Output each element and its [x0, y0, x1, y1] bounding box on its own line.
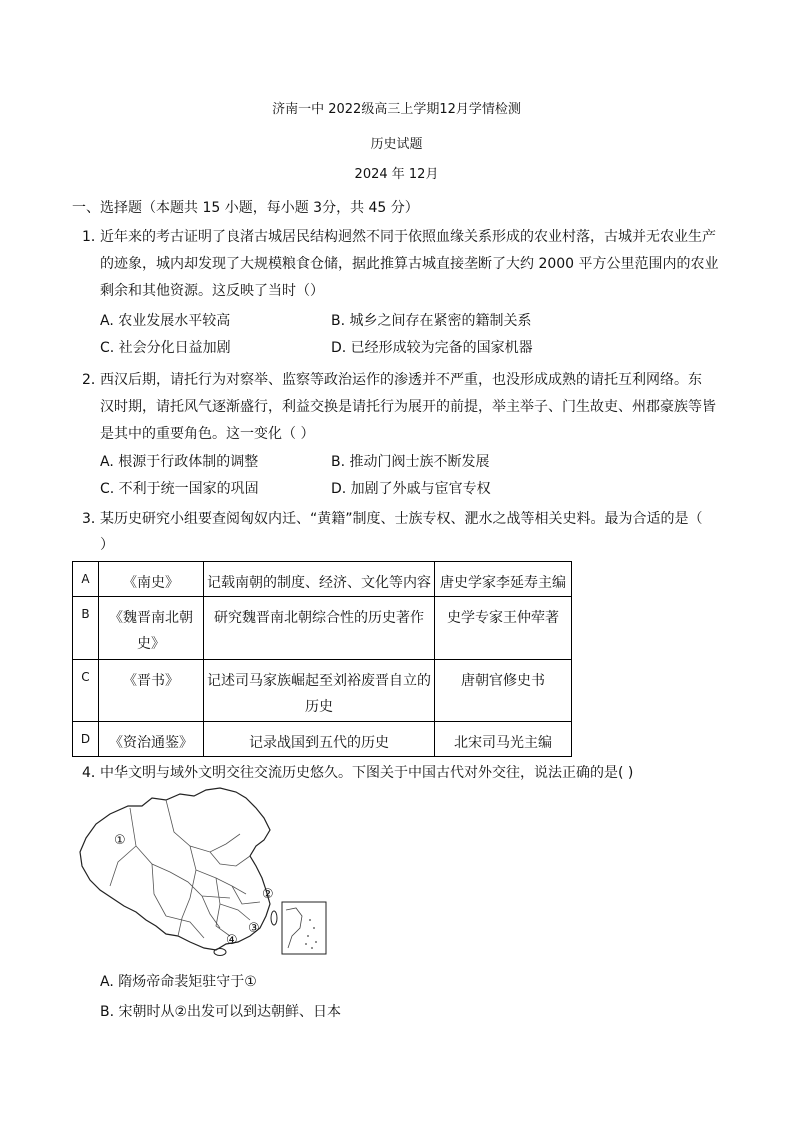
table-row — [73, 660, 572, 722]
q2-option-d: D. 加剧了外戚与宦官专权 — [331, 481, 491, 497]
exam-subject: 历史试题 — [370, 137, 423, 152]
book-title: 《晋书》 — [99, 660, 204, 722]
map-marker-1: ① — [114, 833, 126, 848]
china-map-figure — [70, 786, 330, 958]
q1-number: 1． — [82, 229, 105, 245]
q4-option-b: B. 宋朝时从②出发可以到达朝鲜、日本 — [100, 1004, 342, 1020]
table-row — [73, 722, 572, 757]
q2-line-1: 西汉后期，请托行为对察举、监察等政治运作的渗透并不严重，也没形成成熟的请托互利网络。东 — [100, 372, 702, 388]
q2-option-a: A. 根源于行政体制的调整 — [100, 454, 259, 470]
q1-line-2: 的迹象，城内却发现了大规模粮食仓储，据此推算古城直接垄断了大约 2000 平方公里范围内的农业 — [100, 256, 719, 272]
q1-option-b: B. 城乡之间存在紧密的籍制关系 — [331, 313, 532, 329]
book-content: 记录战国到五代的历史 — [204, 722, 435, 757]
book-author: 唐史学家李延寿主编 — [435, 562, 572, 597]
taiwan-island — [271, 911, 277, 925]
table-row — [73, 562, 572, 597]
row-letter: A — [73, 562, 99, 597]
q3-answer-table — [72, 561, 572, 757]
inset-coast — [286, 908, 302, 948]
row-letter: B — [73, 597, 99, 660]
map-marker-2: ② — [262, 887, 274, 902]
book-author: 史学专家王仲荦著 — [435, 597, 572, 660]
q3-line-1: 某历史研究小组要查阅匈奴内迁、“黄籍”制度、士族专权、淝水之战等相关史料。最为合适的是（ — [100, 511, 703, 527]
row-letter: D — [73, 722, 99, 757]
q1-option-d: D. 已经形成较为完备的国家机器 — [331, 340, 533, 356]
book-content: 记载南朝的制度、经济、文化等内容 — [204, 562, 435, 597]
q2-option-b: B. 推动门阀士族不断发展 — [331, 454, 490, 470]
book-content: 记述司马家族崛起至刘裕废晋自立的历史 — [204, 660, 435, 722]
q3-line-2: ） — [100, 537, 114, 553]
q3-number: 3． — [82, 511, 105, 527]
q4-text: 中华文明与域外文明交往交流历史悠久。下图关于中国古代对外交往，说法正确的是( ) — [100, 765, 634, 781]
q1-line-1: 近年来的考古证明了良渚古城居民结构迥然不同于依照血缘关系形成的农业村落，古城并无农业生产 — [100, 229, 716, 245]
book-title: 《魏晋南北朝史》 — [99, 597, 204, 660]
book-content: 研究魏晋南北朝综合性的历史著作 — [204, 597, 435, 660]
table-row — [73, 597, 572, 660]
q2-number: 2． — [82, 372, 105, 388]
inset-islands — [305, 919, 317, 949]
q1-option-c: C. 社会分化日益加剧 — [100, 340, 231, 356]
book-author: 唐朝官修史书 — [435, 660, 572, 722]
map-marker-4: ④ — [226, 933, 238, 948]
q2-line-2: 汉时期，请托风气逐渐盛行，利益交换是请托行为展开的前提，举主举子、门生故吏、州郡豪族等皆 — [100, 399, 716, 415]
map-marker-3: ③ — [248, 921, 260, 936]
book-title: 《资治通鉴》 — [99, 722, 204, 757]
q1-option-a: A. 农业发展水平较高 — [100, 313, 231, 329]
q2-line-3: 是其中的重要角色。这一变化（ ） — [100, 426, 315, 442]
book-title: 《南史》 — [99, 562, 204, 597]
hainan-island — [214, 949, 226, 956]
book-author: 北宋司马光主编 — [435, 722, 572, 757]
q1-line-3: 剩余和其他资源。这反映了当时（） — [100, 283, 324, 299]
q4-option-a: A. 隋炀帝命裴矩驻守于① — [100, 974, 257, 990]
q4-number: 4． — [82, 765, 105, 781]
exam-title: 济南一中 2022级高三上学期12月学情检测 — [272, 102, 521, 117]
section-heading: 一、选择题（本题共 15 小题，每小题 3分，共 45 分） — [72, 200, 419, 216]
china-outline — [80, 788, 270, 950]
exam-date: 2024 年 12月 — [354, 167, 439, 182]
q2-option-c: C. 不利于统一国家的巩固 — [100, 481, 259, 497]
row-letter: C — [73, 660, 99, 722]
province-lines — [110, 800, 260, 938]
